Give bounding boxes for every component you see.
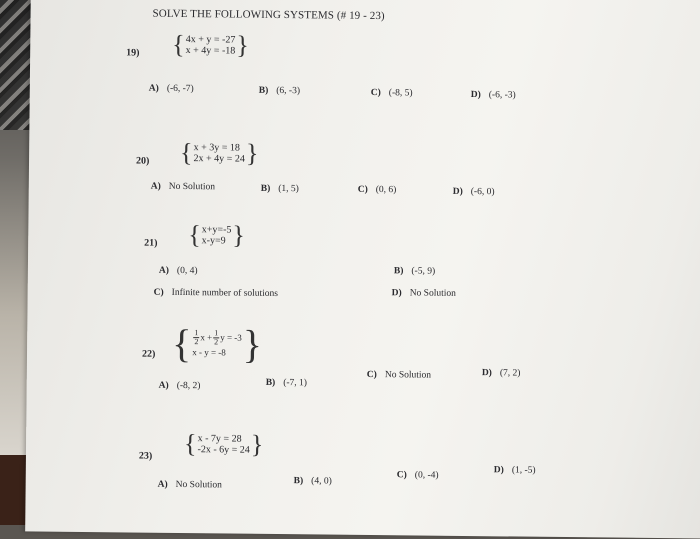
equation-line-1 — [192, 329, 242, 347]
choice-value: (-6, -7) — [166, 83, 194, 95]
problem-22-choice-c[interactable] — [367, 370, 431, 381]
choice-letter: C) — [396, 470, 407, 481]
choice-value: No Solution — [384, 370, 432, 381]
choice-letter: D) — [470, 90, 481, 101]
problem-20-number: 20) — [135, 155, 150, 167]
problem-23-number: 23) — [138, 450, 153, 462]
equation: 4x + y = -27 — [185, 34, 236, 46]
left-brace: { — [172, 29, 185, 60]
numerator: 1 — [214, 328, 219, 338]
denominator: 2 — [214, 337, 219, 347]
choice-letter: B) — [265, 377, 276, 388]
right-brace: } — [236, 30, 249, 60]
choice-value: (1, -5) — [511, 465, 536, 476]
choice-value: (-8, 5) — [388, 88, 413, 99]
choice-value: (-7, 1) — [283, 378, 308, 389]
term: y = -3 — [220, 332, 242, 343]
choice-letter: C) — [357, 184, 368, 195]
problem-20-choice-b[interactable] — [261, 184, 299, 194]
term: x + — [200, 332, 213, 343]
equation: x - 7y = 28 — [197, 433, 242, 445]
problem-22-choice-d[interactable] — [482, 368, 521, 378]
choice-value: Infinite number of solutions — [171, 287, 279, 300]
problem-20-choice-a[interactable] — [151, 182, 215, 193]
equation: 2x + 4y = 24 — [193, 153, 245, 165]
problem-19-system — [172, 29, 249, 60]
choice-letter: A) — [157, 479, 168, 490]
equation: x+y=-5 — [201, 224, 232, 236]
choice-value: No Solution — [409, 288, 456, 299]
problem-22-choice-a[interactable] — [159, 381, 201, 391]
equation: x - y = -8 — [192, 347, 226, 358]
left-brace: { — [188, 220, 201, 250]
equation: x-y=9 — [201, 235, 226, 247]
problem-19-number: 19) — [126, 47, 140, 59]
choice-letter: B) — [260, 183, 271, 194]
choice-value: (-6, -3) — [488, 90, 516, 101]
choice-letter: A) — [150, 181, 161, 192]
choice-letter: A) — [158, 380, 169, 391]
choice-value: (-8, 2) — [176, 380, 201, 392]
problem-21-choice-d[interactable] — [392, 288, 456, 299]
choice-letter: D) — [452, 186, 463, 197]
choice-letter: D) — [493, 465, 504, 476]
choice-letter: C) — [366, 369, 377, 381]
problem-21-choice-a[interactable] — [159, 266, 198, 276]
choice-value: (0, 6) — [375, 185, 397, 196]
left-brace: { — [179, 137, 193, 168]
choice-letter: B) — [293, 476, 304, 487]
problem-19-choice-b[interactable] — [259, 86, 300, 96]
fraction — [213, 329, 219, 346]
choice-value: (-6, 0) — [470, 187, 495, 198]
worksheet-title: SOLVE THE FOLLOWING SYSTEMS (# 19 - 23) — [152, 7, 385, 23]
problem-20-system — [179, 137, 259, 168]
problem-22-choice-b[interactable] — [266, 378, 307, 388]
choice-letter: D) — [481, 368, 492, 379]
choice-letter: C) — [370, 87, 381, 99]
problem-19-choice-c[interactable] — [371, 88, 413, 98]
problem-23-system — [184, 431, 264, 458]
choice-value: (0, 4) — [176, 265, 198, 277]
left-brace: { — [183, 429, 197, 459]
choice-value: (1, 5) — [278, 184, 299, 195]
choice-value: No Solution — [168, 181, 216, 193]
right-brace: } — [232, 220, 246, 250]
problem-23-choice-c[interactable] — [397, 470, 439, 480]
equation: x + 3y = 18 — [193, 142, 241, 154]
fraction — [193, 329, 199, 346]
equation: -2x - 6y = 24 — [197, 444, 250, 456]
worksheet-page — [25, 0, 700, 539]
problem-23-choice-d[interactable] — [494, 465, 536, 475]
problem-23-choice-a[interactable] — [158, 480, 222, 491]
choice-value: (-5, 9) — [411, 266, 436, 277]
choice-value: (0, -4) — [414, 470, 439, 481]
problem-21-choice-c[interactable] — [154, 288, 278, 299]
problem-19-choice-d[interactable] — [471, 90, 516, 100]
numerator: 1 — [194, 328, 199, 338]
problem-22-number: 22) — [141, 348, 156, 360]
problem-22-system — [171, 320, 263, 367]
right-brace: } — [250, 429, 264, 459]
problem-21-system — [188, 222, 245, 249]
right-brace: } — [242, 321, 263, 367]
problem-19-choice-a[interactable] — [149, 84, 194, 94]
problem-21-number: 21) — [144, 237, 158, 249]
choice-value: (4, 0) — [311, 476, 332, 487]
left-brace: { — [171, 320, 192, 367]
problem-20-choice-d[interactable] — [453, 187, 495, 197]
equation-line-2 — [192, 346, 242, 360]
problem-23-choice-b[interactable] — [294, 476, 332, 486]
choice-letter: A) — [148, 83, 159, 94]
right-brace: } — [245, 138, 259, 168]
choice-value: No Solution — [175, 479, 222, 491]
equation: x + 4y = -18 — [185, 45, 236, 57]
choice-letter: A) — [158, 265, 169, 276]
choice-value: (6, -3) — [276, 85, 301, 97]
choice-value: (7, 2) — [499, 368, 521, 379]
problem-20-choice-c[interactable] — [358, 185, 397, 195]
choice-letter: B) — [258, 85, 269, 96]
choice-letter: D) — [391, 288, 402, 299]
choice-letter: B) — [393, 266, 404, 277]
denominator: 2 — [194, 337, 199, 347]
problem-21-choice-b[interactable] — [394, 266, 435, 276]
choice-letter: C) — [153, 287, 164, 298]
